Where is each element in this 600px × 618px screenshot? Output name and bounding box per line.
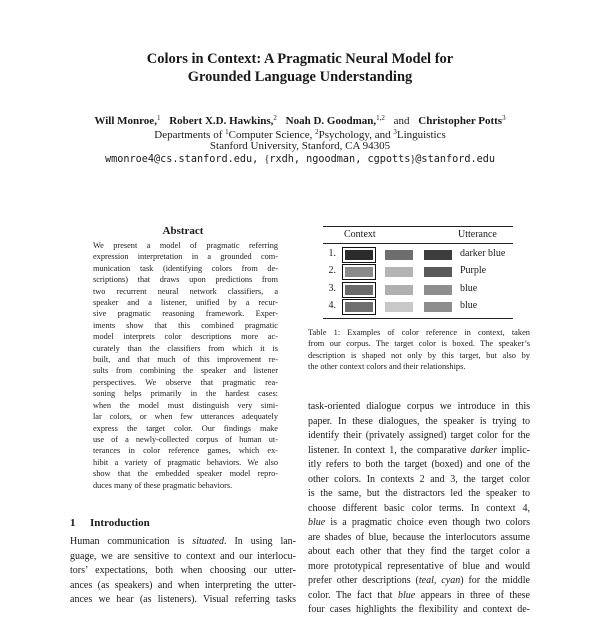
column2-line: [308, 444, 530, 459]
email-domain: @stanford.edu: [415, 154, 496, 165]
text-run: ances we hear (as listeners). Visual referring tasks: [70, 594, 296, 605]
author-name: Robert X.D. Hawkins,: [169, 115, 274, 127]
abstract-line: lar colors, or when few utterances adequately: [93, 412, 278, 422]
column2-line: [308, 531, 530, 546]
introduction-body: [70, 535, 296, 608]
brace-close: }: [410, 154, 416, 165]
text-run: paper. In these dialogues, the speaker is trying to: [308, 415, 530, 427]
abstract-line: duces many of these pragmatic behaviors.: [93, 480, 233, 490]
text-run: is the same, but the distractors led the speaker to: [308, 488, 530, 499]
authors-conjunction: and: [393, 115, 410, 127]
column2-line: [308, 603, 530, 618]
abstract-line: We present a model of pragmatic referring: [93, 241, 278, 250]
author-affiliation-mark: 1,2: [376, 114, 385, 122]
intro-line: [70, 579, 296, 594]
table-row-number: 3.: [328, 283, 336, 294]
section-number: 1: [70, 517, 76, 529]
text-run: about each other that they find the target color a: [308, 546, 530, 557]
column2-line: [308, 400, 530, 415]
table-row-number: 2.: [328, 265, 336, 276]
emphasis: blue: [308, 517, 326, 528]
section-title: Introduction: [90, 517, 150, 529]
abstract-line: perspectives. We observe that pragmatic rea-: [93, 377, 278, 387]
author-name: Noah D. Goodman,: [285, 115, 377, 127]
column2-line: [308, 516, 530, 531]
text-run: itly refers to both the target (boxed) and one of the: [308, 459, 530, 470]
caption-line: description is shaped not only by this target, but also by: [308, 350, 530, 360]
table-row-number: 1.: [328, 248, 336, 259]
table-top-rule: [323, 226, 513, 227]
column2-line: [308, 502, 530, 517]
email-list: rxdh, ngoodman, cgpotts: [269, 154, 411, 165]
column2-line: [308, 574, 530, 589]
text-run: identify their (privately assigned) target color for the: [308, 430, 530, 441]
text-run: choose different basic color terms. In context 4,: [308, 502, 530, 514]
table-bottom-rule: [323, 318, 513, 319]
emphasis: teal, cyan: [418, 575, 461, 586]
column2-line: [308, 473, 530, 488]
university: Stanford University, Stanford, CA 94305: [209, 140, 391, 152]
text-run: guage, we are sensitive to context and our interlocu-: [70, 550, 296, 562]
context-color-swatch: [424, 302, 452, 312]
text-run: implic-: [497, 444, 530, 456]
table-row-utterance: blue: [460, 283, 478, 294]
abstract-line: use of a newly-collected corpus of human ut-: [93, 434, 278, 444]
context-color-swatch: [424, 285, 452, 295]
context-color-swatch: [385, 250, 413, 260]
abstract-line: terances in color reference games, which ex-: [93, 446, 278, 456]
abstract-line: hibit a variety of pragmatic behaviors. We also: [93, 457, 278, 467]
context-color-swatch: [424, 267, 452, 277]
emphasis: situated: [192, 536, 224, 547]
affiliation-prefix: Departments of: [154, 129, 226, 141]
target-color-swatch: [345, 302, 373, 312]
abstract-line: when the model must distinguish very simi-: [93, 400, 278, 410]
table-row-number: 4.: [328, 300, 336, 311]
table-row-utterance: blue: [460, 300, 478, 311]
column2-line: [308, 560, 530, 575]
abstract-line: model interprets color descriptions more ac-: [93, 332, 278, 342]
table-header-utterance: Utterance: [458, 229, 497, 240]
intro-line: [70, 535, 296, 550]
intro-line: [70, 593, 296, 608]
author-emails: [0, 153, 600, 167]
text-run: listener. In context 1, the comparative: [308, 444, 471, 456]
table-row-utterance: Purple: [460, 265, 487, 276]
abstract-line: two recurrent neural network classifiers, a: [93, 286, 278, 296]
table-row-utterance: darker blue: [460, 248, 506, 259]
table-header-rule: [323, 243, 513, 244]
abstract-line: sults from combining the speaker and listener: [93, 366, 278, 376]
emphasis: blue: [397, 589, 416, 601]
abstract-line: speaker and a listener, unified by a recur-: [93, 298, 278, 308]
table-header-context: Context: [344, 229, 376, 240]
caption-line: Table 1: Examples of color reference in context, taken: [308, 328, 530, 337]
text-run: more prototypical representative of blue and would: [308, 560, 530, 572]
target-color-swatch: [345, 250, 373, 260]
department: Psychology, and: [318, 129, 394, 141]
department: Linguistics: [396, 129, 446, 141]
author-affiliation-mark: 2: [273, 114, 277, 122]
column2-line: [308, 415, 530, 430]
abstract-line: built, and that much of this improvement re-: [93, 355, 278, 365]
abstract-line: curately than the classifiers from which it is: [93, 343, 278, 353]
text-run: appears in three of these: [415, 589, 530, 601]
abstract-line: expression interpretation in a grounded com-: [93, 252, 278, 262]
context-color-swatch: [424, 250, 452, 260]
author-name: Will Monroe,: [94, 115, 157, 127]
brace-open: {: [264, 154, 270, 165]
column2-line: [308, 487, 530, 502]
text-run: ) for the middle: [460, 575, 530, 586]
column2-body: [308, 400, 530, 618]
text-run: prefer other descriptions (: [308, 575, 419, 586]
email-first: wmonroe4@cs.stanford.edu,: [104, 154, 259, 165]
author-name: Christopher Potts: [418, 115, 503, 127]
column2-line: [308, 429, 530, 444]
column2-line: [308, 589, 530, 604]
abstract-line: scriptions) that draws upon predictions from: [93, 275, 278, 285]
text-run: tors’ expectations, both when choosing our utter-: [70, 565, 296, 576]
paper-title: [0, 50, 600, 86]
abstract-line: show that the embedded speaker model repro-: [93, 469, 278, 479]
abstract-line: express the target color. Our findings make: [93, 423, 278, 433]
text-run: color. The fact that: [308, 589, 398, 601]
abstract-line: soning helps primarily in the hardest cases:: [93, 389, 278, 399]
text-run: four cases highlights the flexibility and context de-: [308, 604, 530, 615]
table-caption: [308, 327, 530, 372]
affiliation-mark: 2: [315, 128, 319, 136]
text-run: Human communication is: [70, 536, 193, 547]
affiliation-mark: 3: [393, 128, 397, 136]
title-line-1: Colors in Context: A Pragmatic Neural Model for: [146, 51, 454, 67]
section-heading: [70, 517, 150, 529]
target-color-swatch: [345, 267, 373, 277]
text-run: are shades of blue, because the interlocutors assume: [308, 531, 530, 543]
abstract-line: iments show that this combined pragmatic: [93, 320, 278, 330]
target-color-swatch: [345, 285, 373, 295]
text-run: task-oriented dialogue corpus we introduce in this: [308, 401, 530, 412]
emphasis: darker: [470, 444, 498, 456]
affiliation-mark: 1: [225, 128, 229, 136]
abstract-body: [93, 240, 278, 491]
abstract-heading: Abstract: [162, 225, 204, 237]
intro-line: [70, 564, 296, 579]
author-affiliation-mark: 1: [156, 114, 161, 122]
column2-line: [308, 458, 530, 473]
text-run: . In using lan-: [223, 536, 296, 547]
caption-line: from our corpus. The target color is boxed. The speaker’s: [308, 339, 530, 349]
author-affiliation-mark: 3: [502, 114, 506, 122]
context-color-swatch: [385, 267, 413, 277]
abstract-line: sive pragmatic reasoning framework. Exper-: [93, 309, 278, 319]
abstract-line: munication task (identifying colors from de-: [93, 263, 278, 273]
text-run: ances (as speakers) and when interpreting the utter-: [70, 579, 296, 591]
column2-line: [308, 545, 530, 560]
text-run: other colors. In contexts 2 and 3, the target color: [308, 473, 530, 485]
title-line-2: Grounded Language Understanding: [187, 69, 413, 85]
caption-line: the other context colors and their relationships.: [308, 361, 466, 371]
text-run: is a pragmatic choice even though two colors: [325, 517, 530, 528]
department: Computer Science,: [228, 129, 316, 141]
context-color-swatch: [385, 285, 413, 295]
intro-line: [70, 550, 296, 565]
context-color-swatch: [385, 302, 413, 312]
